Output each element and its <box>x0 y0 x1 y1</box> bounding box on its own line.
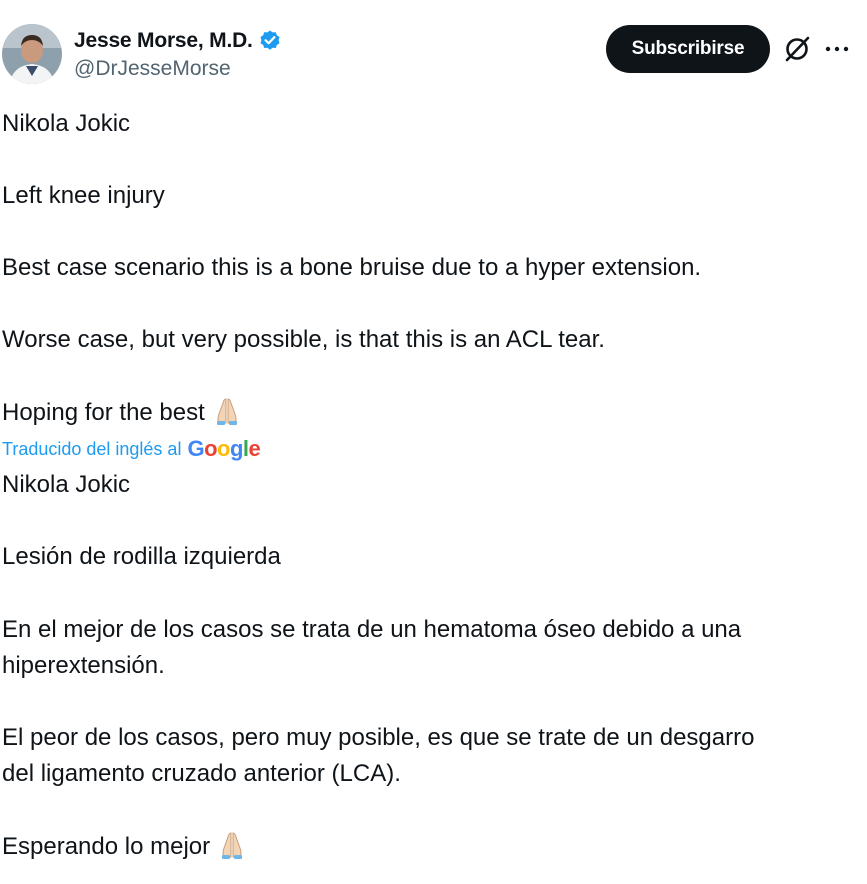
folded-hands-emoji <box>216 828 248 860</box>
translated-line-4a: El peor de los casos, pero muy posible, es que se trate de un desgarro <box>2 724 755 751</box>
author-avatar[interactable] <box>2 24 62 84</box>
avatar-image <box>2 24 62 84</box>
translation-attribution <box>2 434 260 464</box>
translated-line-4b: del ligamento cruzado anterior (LCA). <box>2 760 401 787</box>
translated-line-3a: En el mejor de los casos se trata de un hematoma óseo debido a una <box>2 616 742 643</box>
translated-line-3b: hiperextensión. <box>2 652 165 679</box>
original-line-4: Worse case, but very possible, is that this is an ACL tear. <box>2 326 605 353</box>
translation-label[interactable]: Traducido del inglés al <box>2 438 182 459</box>
original-line-5-row <box>2 394 243 431</box>
author-name-row <box>74 26 282 56</box>
author-name[interactable]: Jesse Morse, M.D. <box>74 29 253 52</box>
grok-icon[interactable] <box>782 34 812 64</box>
google-logo: Google <box>187 436 261 461</box>
translated-line-2: Lesión de rodilla izquierda <box>2 543 281 570</box>
verified-badge-icon <box>258 29 282 53</box>
more-options-icon[interactable] <box>824 38 850 60</box>
folded-hands-emoji <box>211 394 243 426</box>
original-line-1: Nikola Jokic <box>2 110 131 137</box>
original-line-3: Best case scenario this is a bone bruise due to a hyper extension. <box>2 254 702 281</box>
author-handle[interactable]: @DrJesseMorse <box>74 57 231 80</box>
translated-line-1: Nikola Jokic <box>2 471 131 498</box>
original-line-2: Left knee injury <box>2 182 165 209</box>
translated-line-5-row <box>2 828 248 865</box>
tweet-header <box>0 0 867 100</box>
translated-line-5: Esperando lo mejor <box>2 833 211 860</box>
original-line-5: Hoping for the best <box>2 399 205 426</box>
subscribe-button[interactable]: Subscribirse <box>606 25 770 73</box>
